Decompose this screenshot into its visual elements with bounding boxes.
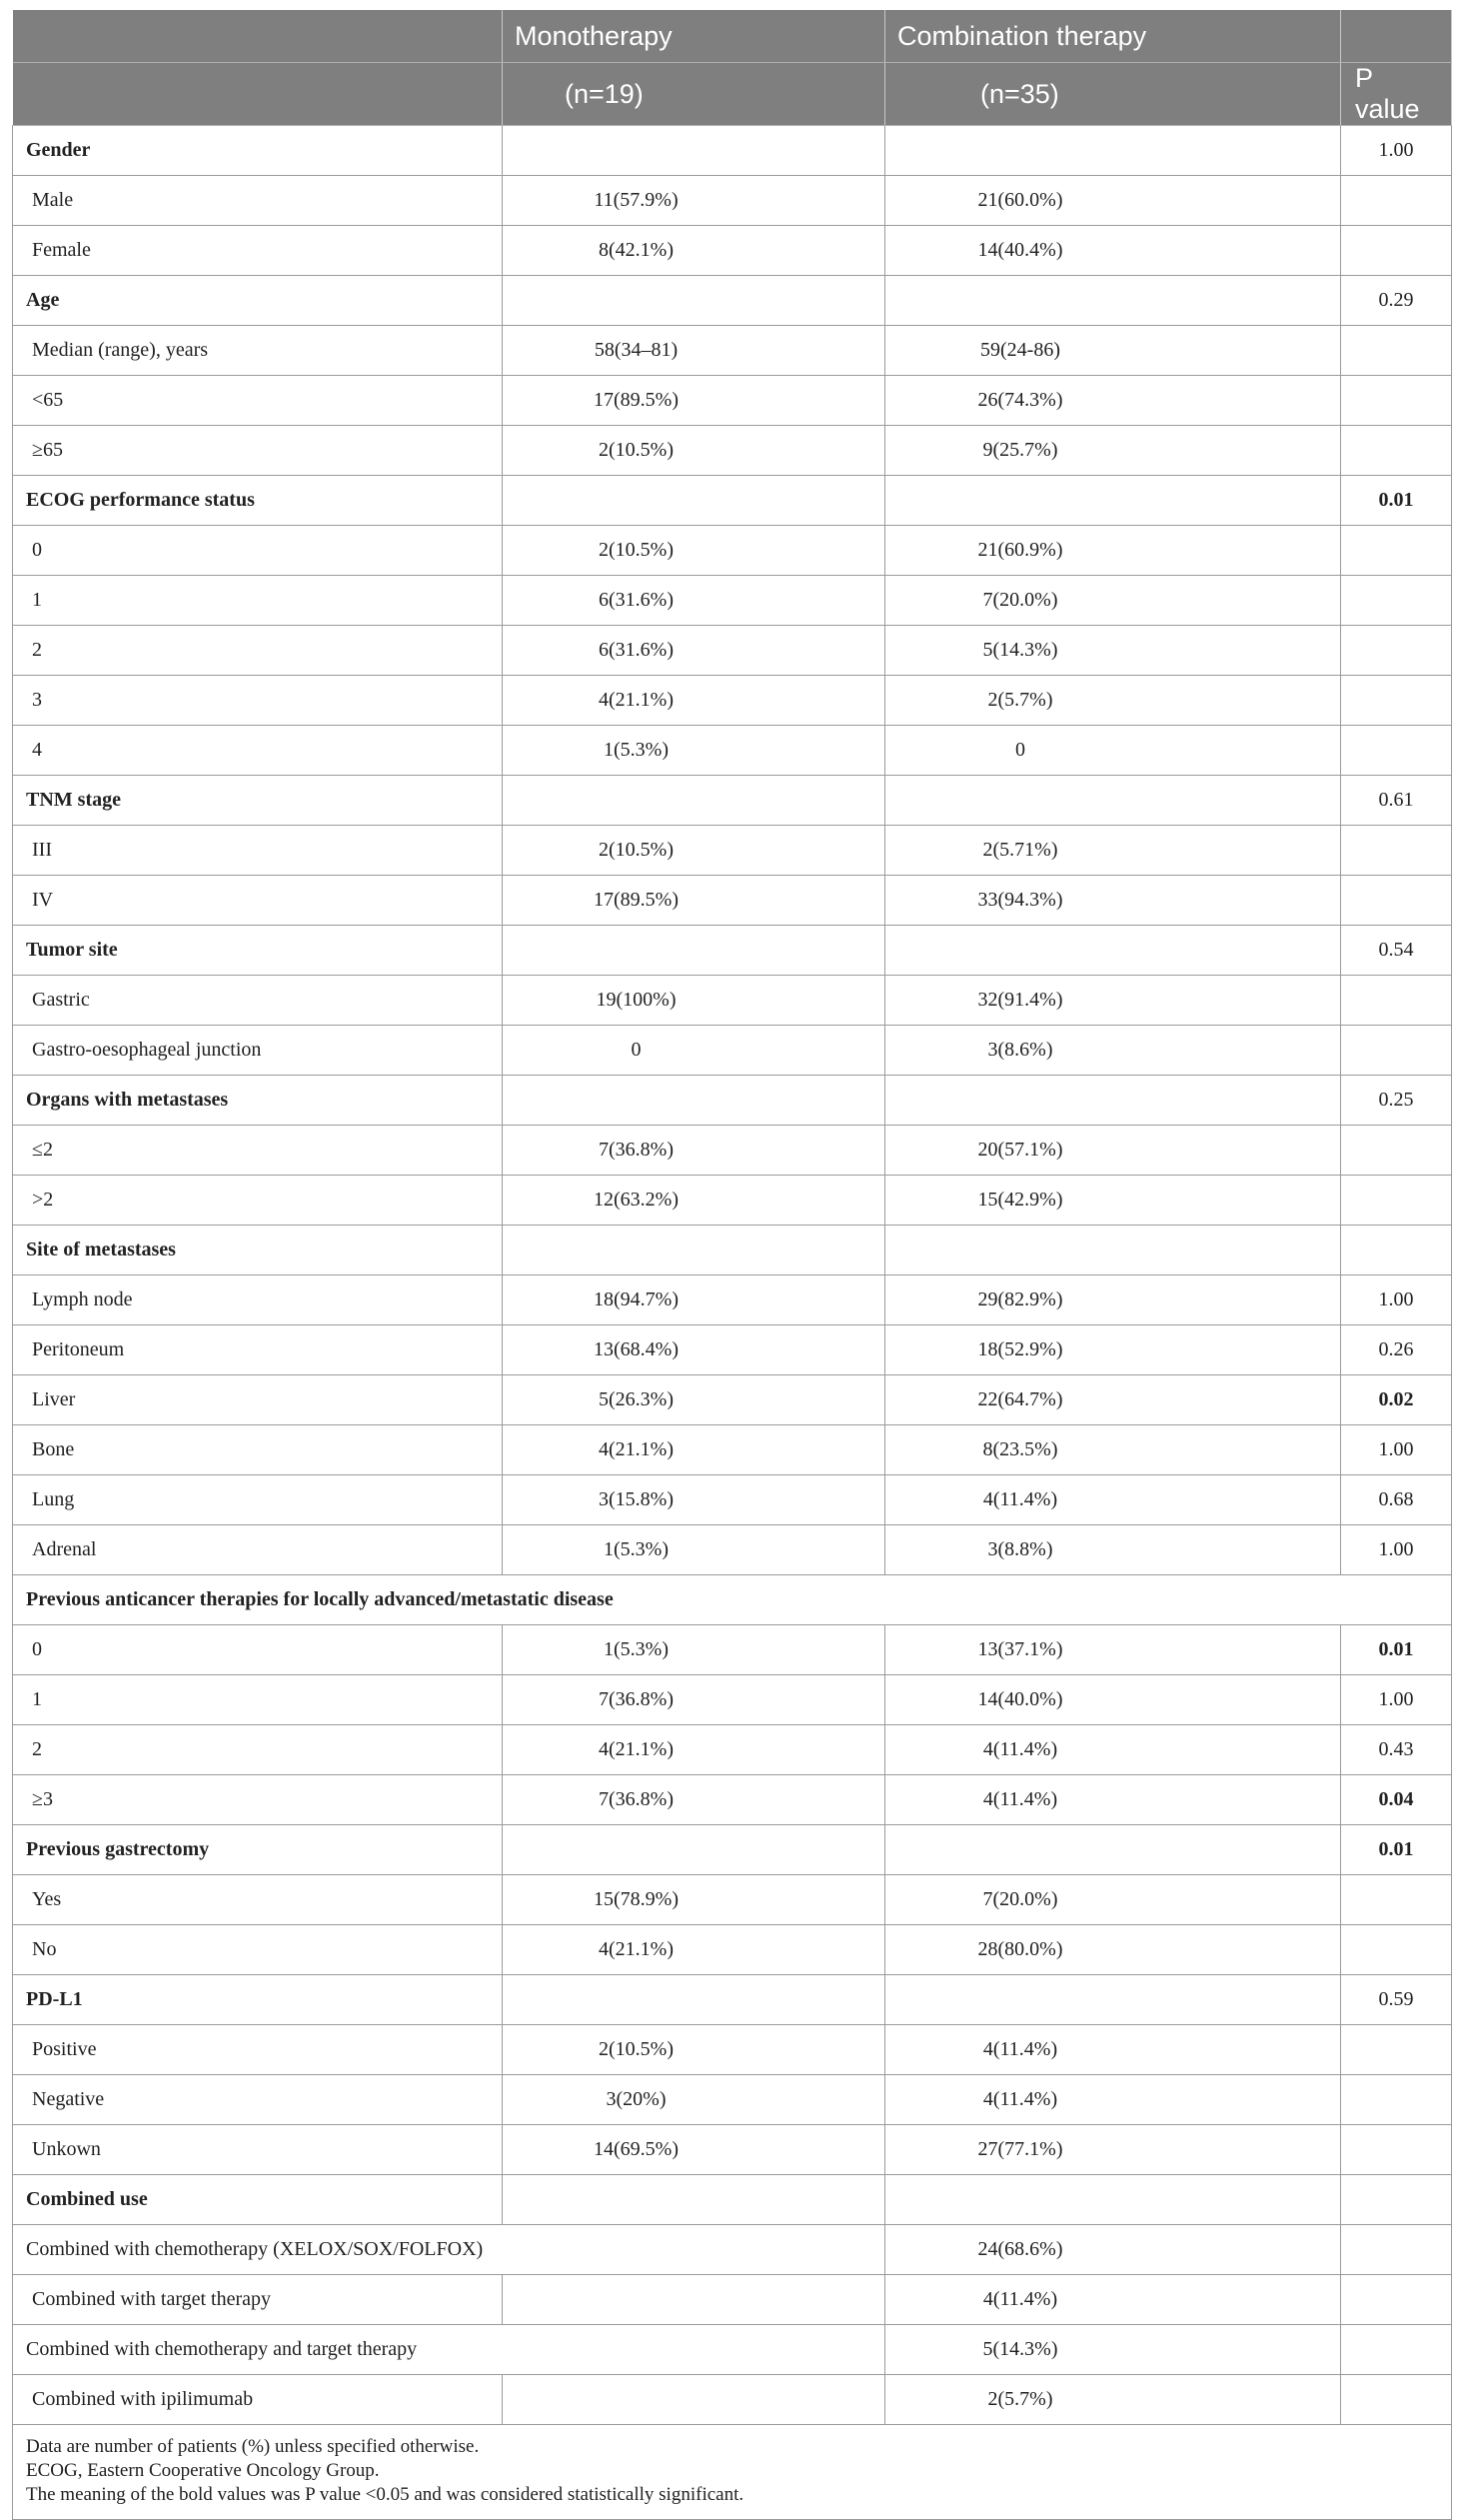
table-row <box>13 2225 1452 2275</box>
combination-value: 3(8.6%) <box>885 1026 1341 1076</box>
combination-value: 3(8.8%) <box>885 1525 1341 1575</box>
empty-cell <box>885 276 1341 326</box>
combination-value: 5(14.3%) <box>885 2325 1341 2375</box>
monotherapy-value: 17(89.5%) <box>503 376 885 426</box>
combination-value: 4(11.4%) <box>885 2075 1341 2125</box>
row-label: 1 <box>13 1675 503 1725</box>
monotherapy-value: 7(36.8%) <box>503 1126 885 1176</box>
p-value-cell <box>1341 1176 1452 1226</box>
table-row <box>13 976 1452 1026</box>
row-label: Female <box>13 226 503 276</box>
section-title: PD-L1 <box>13 1975 503 2025</box>
p-value-cell: 0.25 <box>1341 1076 1452 1126</box>
row-label: 2 <box>13 626 503 676</box>
section-row <box>13 1975 1452 2025</box>
row-label: III <box>13 826 503 876</box>
table-header <box>13 10 1452 126</box>
table-row <box>13 1875 1452 1925</box>
row-label: Positive <box>13 2025 503 2075</box>
combination-value: 8(23.5%) <box>885 1425 1341 1475</box>
p-value-cell <box>1341 626 1452 676</box>
section-title: TNM stage <box>13 776 503 826</box>
row-label: ≤2 <box>13 1126 503 1176</box>
empty-cell <box>885 126 1341 176</box>
section-row <box>13 2175 1452 2225</box>
table-row <box>13 576 1452 626</box>
p-value-cell: 1.00 <box>1341 1525 1452 1575</box>
row-label: Lung <box>13 1475 503 1525</box>
section-row <box>13 126 1452 176</box>
p-value-cell <box>1341 1126 1452 1176</box>
p-value-cell <box>1341 1026 1452 1076</box>
section-row <box>13 476 1452 526</box>
table-row <box>13 2275 1452 2325</box>
p-value-cell: 0.02 <box>1341 1375 1452 1425</box>
empty-cell <box>885 2175 1341 2225</box>
table-row <box>13 1126 1452 1176</box>
combination-value: 4(11.4%) <box>885 1725 1341 1775</box>
header-monotherapy: Monotherapy <box>503 10 885 63</box>
header-row-1 <box>13 10 1452 63</box>
p-value-cell <box>1341 326 1452 376</box>
combination-value: 14(40.4%) <box>885 226 1341 276</box>
section-title: Age <box>13 276 503 326</box>
monotherapy-value: 19(100%) <box>503 976 885 1026</box>
row-label: IV <box>13 876 503 926</box>
combination-value: 32(91.4%) <box>885 976 1341 1026</box>
combination-value: 21(60.9%) <box>885 526 1341 576</box>
row-label: 1 <box>13 576 503 626</box>
empty-cell <box>885 476 1341 526</box>
p-value-cell <box>1341 676 1452 726</box>
combination-value: 7(20.0%) <box>885 576 1341 626</box>
p-value-cell <box>1341 2025 1452 2075</box>
empty-cell <box>503 776 885 826</box>
table-row <box>13 526 1452 576</box>
row-label: Combined with chemotherapy (XELOX/SOX/FOLFOX) <box>13 2225 885 2275</box>
monotherapy-value: 4(21.1%) <box>503 1725 885 1775</box>
empty-cell <box>1341 2325 1452 2375</box>
p-value-cell: 0.04 <box>1341 1775 1452 1825</box>
p-value-cell <box>1341 876 1452 926</box>
header-row-2 <box>13 63 1452 126</box>
p-value-cell <box>1341 576 1452 626</box>
combination-value: 2(5.7%) <box>885 2375 1341 2425</box>
combination-value: 4(11.4%) <box>885 1775 1341 1825</box>
p-value-cell: 1.00 <box>1341 1425 1452 1475</box>
p-value-cell: 0.29 <box>1341 276 1452 326</box>
p-value-cell: 1.00 <box>1341 126 1452 176</box>
section-row <box>13 926 1452 976</box>
combination-value: 28(80.0%) <box>885 1925 1341 1975</box>
p-value-cell <box>1341 2125 1452 2175</box>
monotherapy-value: 13(68.4%) <box>503 1325 885 1375</box>
empty-cell <box>1341 2175 1452 2225</box>
monotherapy-value: 5(26.3%) <box>503 1375 885 1425</box>
row-label: Male <box>13 176 503 226</box>
row-label: Combined with chemotherapy and target therapy <box>13 2325 885 2375</box>
combination-value: 0 <box>885 726 1341 776</box>
combination-value: 2(5.71%) <box>885 826 1341 876</box>
p-value-cell: 1.00 <box>1341 1675 1452 1725</box>
combination-value: 24(68.6%) <box>885 2225 1341 2275</box>
table-row <box>13 626 1452 676</box>
empty-cell <box>503 2375 885 2425</box>
empty-cell <box>885 926 1341 976</box>
table-container <box>12 10 1451 2520</box>
combination-value: 4(11.4%) <box>885 2025 1341 2075</box>
table-row <box>13 326 1452 376</box>
p-value-cell: 0.68 <box>1341 1475 1452 1525</box>
footnotes <box>13 2425 1452 2520</box>
table-row <box>13 826 1452 876</box>
monotherapy-value: 4(21.1%) <box>503 1925 885 1975</box>
row-label: Liver <box>13 1375 503 1425</box>
row-label: Gastro-oesophageal junction <box>13 1026 503 1076</box>
combination-value: 21(60.0%) <box>885 176 1341 226</box>
table-row <box>13 676 1452 726</box>
combination-value: 29(82.9%) <box>885 1275 1341 1325</box>
header-blank <box>13 10 503 63</box>
combination-value: 59(24-86) <box>885 326 1341 376</box>
monotherapy-value: 3(15.8%) <box>503 1475 885 1525</box>
p-value-cell: 0.01 <box>1341 1625 1452 1675</box>
monotherapy-value: 1(5.3%) <box>503 726 885 776</box>
monotherapy-value: 11(57.9%) <box>503 176 885 226</box>
monotherapy-value: 1(5.3%) <box>503 1525 885 1575</box>
p-value-cell: 0.61 <box>1341 776 1452 826</box>
row-label: <65 <box>13 376 503 426</box>
p-value-cell <box>1341 1875 1452 1925</box>
table-row <box>13 1425 1452 1475</box>
table-row <box>13 1176 1452 1226</box>
p-value-cell <box>1341 976 1452 1026</box>
row-label: Bone <box>13 1425 503 1475</box>
combination-value: 33(94.3%) <box>885 876 1341 926</box>
monotherapy-value: 17(89.5%) <box>503 876 885 926</box>
section-title: Tumor site <box>13 926 503 976</box>
p-value-cell <box>1341 226 1452 276</box>
section-row <box>13 776 1452 826</box>
table-row <box>13 1625 1452 1675</box>
header-combination-therapy: Combination therapy <box>885 10 1341 63</box>
monotherapy-value: 58(34–81) <box>503 326 885 376</box>
header-blank-p <box>1341 10 1452 63</box>
table-row <box>13 2325 1452 2375</box>
footnote-2: ECOG, Eastern Cooperative Oncology Group. <box>26 2460 380 2481</box>
monotherapy-value: 8(42.1%) <box>503 226 885 276</box>
table-row <box>13 726 1452 776</box>
monotherapy-value: 4(21.1%) <box>503 676 885 726</box>
row-label: 0 <box>13 526 503 576</box>
combination-value: 20(57.1%) <box>885 1126 1341 1176</box>
section-title: Combined use <box>13 2175 503 2225</box>
combination-value: 9(25.7%) <box>885 426 1341 476</box>
p-value-cell: 0.43 <box>1341 1725 1452 1775</box>
p-value-cell <box>1341 826 1452 876</box>
row-label: ≥65 <box>13 426 503 476</box>
footnote-row <box>13 2425 1452 2520</box>
empty-cell <box>503 1975 885 2025</box>
monotherapy-value: 14(69.5%) <box>503 2125 885 2175</box>
combination-value: 18(52.9%) <box>885 1325 1341 1375</box>
table-row <box>13 1026 1452 1076</box>
row-label: >2 <box>13 1176 503 1226</box>
row-label: 4 <box>13 726 503 776</box>
monotherapy-value: 2(10.5%) <box>503 2025 885 2075</box>
monotherapy-value: 2(10.5%) <box>503 426 885 476</box>
monotherapy-value: 15(78.9%) <box>503 1875 885 1925</box>
combination-value: 26(74.3%) <box>885 376 1341 426</box>
empty-cell <box>1341 2375 1452 2425</box>
p-value-cell: 0.01 <box>1341 476 1452 526</box>
empty-cell <box>503 1825 885 1875</box>
combination-value: 22(64.7%) <box>885 1375 1341 1425</box>
monotherapy-value: 0 <box>503 1026 885 1076</box>
table-row <box>13 2375 1452 2425</box>
table-row <box>13 376 1452 426</box>
empty-cell <box>503 2275 885 2325</box>
combined-use-body <box>13 2175 1452 2425</box>
empty-cell <box>503 926 885 976</box>
table-row <box>13 226 1452 276</box>
empty-cell <box>503 126 885 176</box>
table-row <box>13 1775 1452 1825</box>
combination-value: 13(37.1%) <box>885 1625 1341 1675</box>
section-title: ECOG performance status <box>13 476 503 526</box>
p-value-cell: 0.01 <box>1341 1825 1452 1875</box>
table-row <box>13 1275 1452 1325</box>
table-row <box>13 2025 1452 2075</box>
table-footer <box>13 2425 1452 2520</box>
table-row <box>13 1725 1452 1775</box>
table-row <box>13 1325 1452 1375</box>
section-row <box>13 1076 1452 1126</box>
empty-cell <box>885 1076 1341 1126</box>
header-n-mono: (n=19) <box>503 63 885 126</box>
table-row <box>13 2075 1452 2125</box>
empty-cell <box>885 1226 1341 1275</box>
section-row <box>13 1575 1452 1625</box>
row-label: Peritoneum <box>13 1325 503 1375</box>
row-label: Combined with ipilimumab <box>13 2375 503 2425</box>
monotherapy-value: 7(36.8%) <box>503 1775 885 1825</box>
row-label: ≥3 <box>13 1775 503 1825</box>
section-title: Gender <box>13 126 503 176</box>
p-value-cell: 0.54 <box>1341 926 1452 976</box>
header-p-value: P value <box>1341 63 1452 126</box>
p-value-cell: 0.26 <box>1341 1325 1452 1375</box>
combination-value: 27(77.1%) <box>885 2125 1341 2175</box>
row-label: 2 <box>13 1725 503 1775</box>
monotherapy-value: 18(94.7%) <box>503 1275 885 1325</box>
combination-value: 2(5.7%) <box>885 676 1341 726</box>
empty-cell <box>503 2175 885 2225</box>
p-value-cell <box>1341 426 1452 476</box>
p-value-cell <box>1341 376 1452 426</box>
empty-cell <box>885 1825 1341 1875</box>
row-label: Median (range), years <box>13 326 503 376</box>
empty-cell <box>503 1076 885 1126</box>
footnote-3: The meaning of the bold values was P value <0.05 and was considered statistically significant. <box>26 2484 744 2505</box>
row-label: 0 <box>13 1625 503 1675</box>
monotherapy-value: 6(31.6%) <box>503 576 885 626</box>
header-n-combo: (n=35) <box>885 63 1341 126</box>
p-value-cell <box>1341 726 1452 776</box>
monotherapy-value: 2(10.5%) <box>503 826 885 876</box>
section-row <box>13 276 1452 326</box>
p-value-cell <box>1341 526 1452 576</box>
row-label: Combined with target therapy <box>13 2275 503 2325</box>
empty-cell <box>1341 2275 1452 2325</box>
p-value-cell <box>1341 2075 1452 2125</box>
empty-cell <box>503 276 885 326</box>
table-row <box>13 1925 1452 1975</box>
table-row <box>13 1675 1452 1725</box>
header-blank-2 <box>13 63 503 126</box>
row-label: Adrenal <box>13 1525 503 1575</box>
section-title: Previous anticancer therapies for locally advanced/metastatic disease <box>13 1575 1452 1625</box>
combination-value: 15(42.9%) <box>885 1176 1341 1226</box>
combination-value: 14(40.0%) <box>885 1675 1341 1725</box>
row-label: Lymph node <box>13 1275 503 1325</box>
empty-cell <box>885 776 1341 826</box>
table-row <box>13 176 1452 226</box>
section-title: Previous gastrectomy <box>13 1825 503 1875</box>
monotherapy-value: 12(63.2%) <box>503 1176 885 1226</box>
monotherapy-value: 2(10.5%) <box>503 526 885 576</box>
table-row <box>13 1475 1452 1525</box>
combination-value: 4(11.4%) <box>885 1475 1341 1525</box>
table-row <box>13 1375 1452 1425</box>
row-label: No <box>13 1925 503 1975</box>
monotherapy-value: 1(5.3%) <box>503 1625 885 1675</box>
combination-value: 4(11.4%) <box>885 2275 1341 2325</box>
combination-value: 7(20.0%) <box>885 1875 1341 1925</box>
table-body <box>13 126 1452 2175</box>
row-label: Negative <box>13 2075 503 2125</box>
p-value-cell <box>1341 176 1452 226</box>
monotherapy-value: 6(31.6%) <box>503 626 885 676</box>
empty-cell <box>1341 2225 1452 2275</box>
monotherapy-value: 4(21.1%) <box>503 1425 885 1475</box>
p-value-cell: 1.00 <box>1341 1275 1452 1325</box>
table-row <box>13 876 1452 926</box>
empty-cell <box>503 1226 885 1275</box>
section-row <box>13 1825 1452 1875</box>
p-value-cell <box>1341 1925 1452 1975</box>
empty-cell <box>503 476 885 526</box>
p-value-cell <box>1341 1226 1452 1275</box>
table-row <box>13 1525 1452 1575</box>
footnote-1: Data are number of patients (%) unless specified otherwise. <box>26 2436 480 2457</box>
monotherapy-value: 7(36.8%) <box>503 1675 885 1725</box>
p-value-cell: 0.59 <box>1341 1975 1452 2025</box>
row-label: Yes <box>13 1875 503 1925</box>
section-title: Site of metastases <box>13 1226 503 1275</box>
section-row <box>13 1226 1452 1275</box>
row-label: 3 <box>13 676 503 726</box>
monotherapy-value: 3(20%) <box>503 2075 885 2125</box>
table-row <box>13 2125 1452 2175</box>
row-label: Unkown <box>13 2125 503 2175</box>
baseline-characteristics-table <box>12 10 1452 2520</box>
table-row <box>13 426 1452 476</box>
section-title: Organs with metastases <box>13 1076 503 1126</box>
combination-value: 5(14.3%) <box>885 626 1341 676</box>
empty-cell <box>885 1975 1341 2025</box>
row-label: Gastric <box>13 976 503 1026</box>
